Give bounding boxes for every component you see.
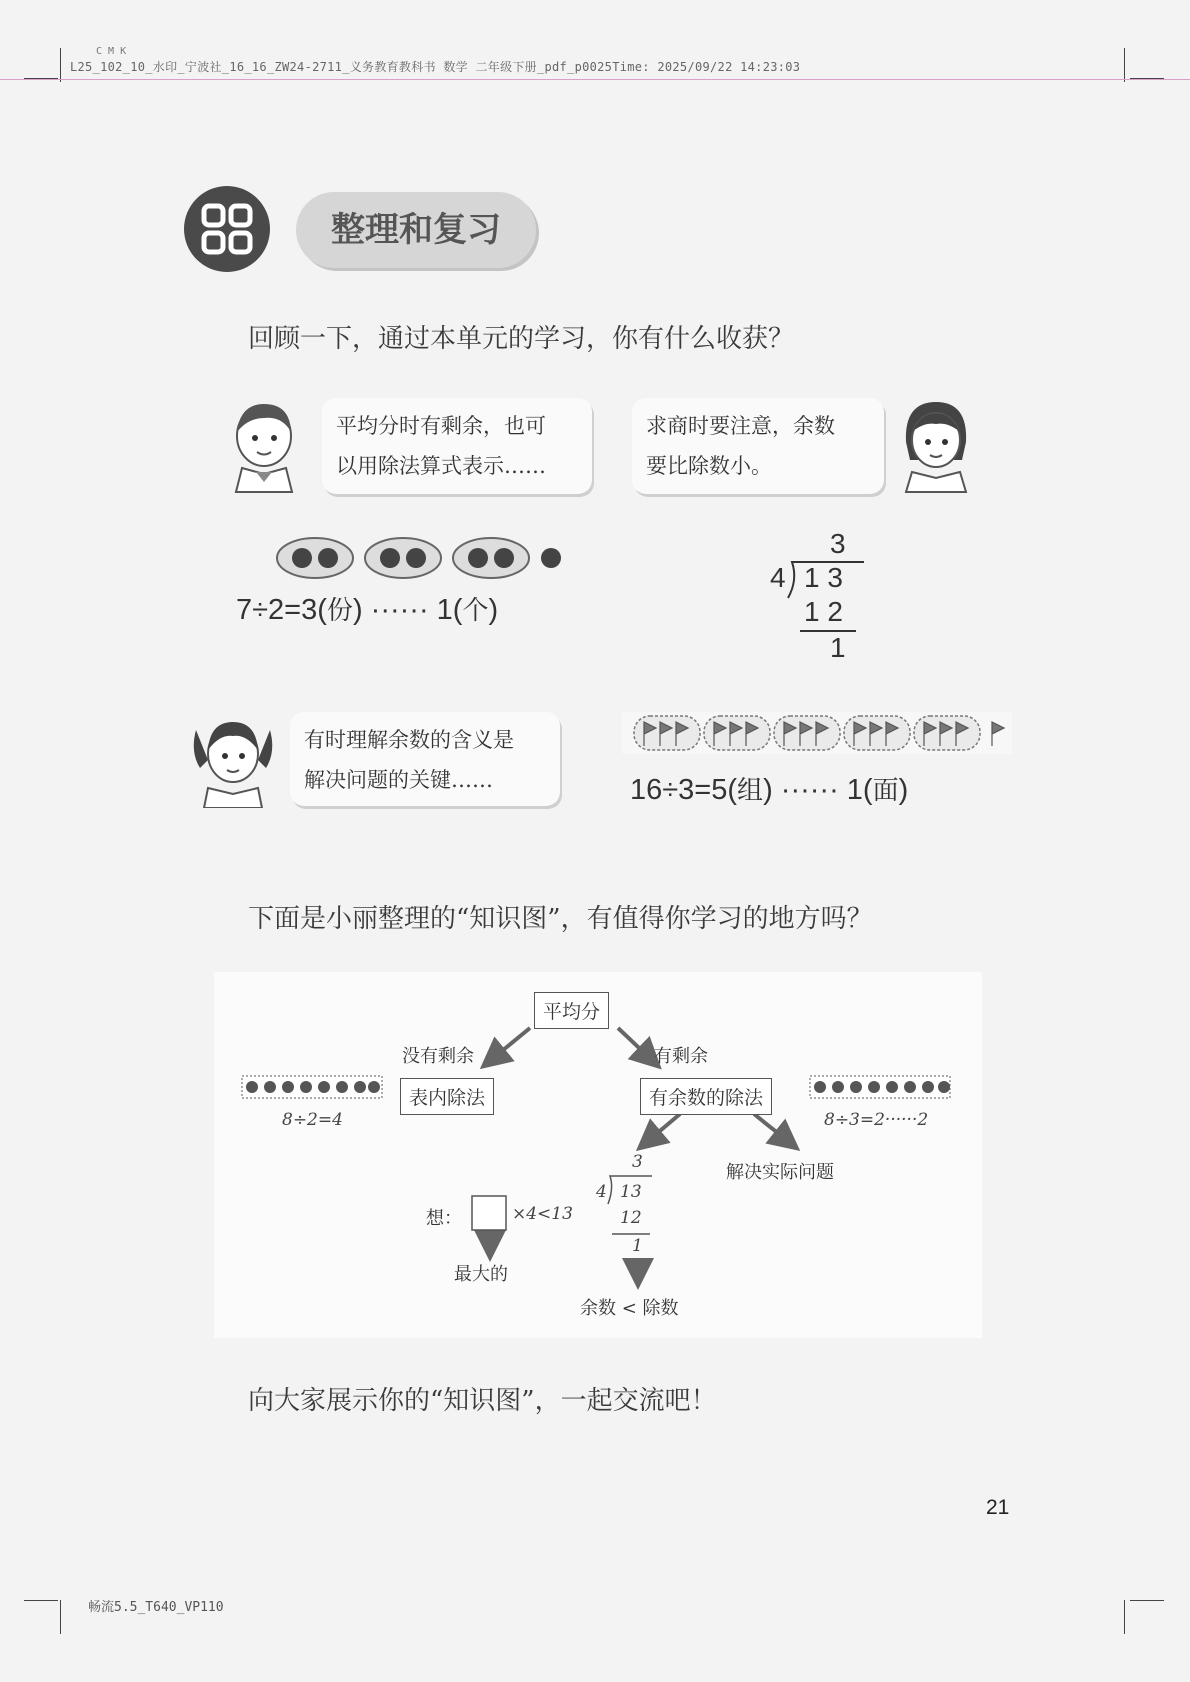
registration-line [0,79,1190,80]
long-division-example [770,528,880,668]
map-divisor: 4 [596,1182,607,1202]
edge-no-remainder: 没有剩余 [402,1046,474,1067]
flag-groups-illustration [622,712,1012,754]
max-label: 最大的 [454,1264,508,1285]
node-solve-real-problems: 解决实际问题 [726,1162,834,1183]
crop-mark [1130,1600,1164,1601]
closing-prompt: 向大家展示你的“知识图”，一起交流吧！ [248,1386,717,1416]
section-title: 整理和复习 [296,192,536,268]
map-dividend: 13 [620,1182,642,1202]
crop-mark [1124,48,1125,82]
equation-part: ······ 1 [780,774,863,806]
think-label: 想： [426,1208,462,1229]
edge-with-remainder: 有剩余 [654,1046,708,1067]
equation-with-remainder: 8÷3=2······2 [824,1110,929,1130]
unit-label: 个 [462,596,489,626]
division-equation-2: 16÷3=5(组) ······ 1(面) [630,774,909,806]
dot-groups-illustration [272,534,572,584]
think-expression: ×4<13 [512,1204,573,1224]
equation-part: 16÷3=5 [630,774,728,806]
print-color-marks: C M K [96,46,127,57]
bubble-line: 解决问题的关键…… [304,768,493,792]
bubble-line: 求商时要注意，余数 [646,414,835,438]
print-footer: 畅流5.5_T640_VP110 [88,1600,224,1615]
equation-part: 7÷2=3 [236,594,318,626]
girl-illustration [898,398,974,494]
product: 1 2 [804,596,843,627]
map-quotient: 3 [632,1152,643,1172]
equation-no-remainder: 8÷2=4 [282,1110,343,1130]
division-equation-1: 7÷2=3(份) ······ 1(个) [236,594,499,626]
node-times-table-division: 表内除法 [400,1078,494,1115]
print-file-info: L25_102_10_水印_宁波社_16_16_ZW24-2711_义务教育教科书 数学 二年级下册_pdf_p0025Time: 2025/09/22 14:23:03 [70,60,801,74]
equation-part: ······ 1 [370,594,453,626]
crop-mark [60,1600,61,1634]
crop-mark [24,1600,58,1601]
unit-label: 面 [872,776,899,806]
boy-illustration [226,398,302,494]
crop-mark [1124,1600,1125,1634]
divisor: 4 [770,562,786,593]
map-product: 12 [620,1208,642,1228]
reflection-question: 回顾一下，通过本单元的学习，你有什么收获？ [248,324,795,354]
bubble-line: 有时理解余数的含义是 [304,728,514,752]
knowledge-map-question: 下面是小丽整理的“知识图”，有值得你学习的地方吗？ [248,904,873,934]
remainder: 1 [830,632,846,663]
map-remainder: 1 [632,1236,643,1256]
bubble-line: 以用除法算式表示…… [336,454,546,478]
page-number: 21 [986,1496,1010,1519]
girl-pigtails-illustration [190,712,276,808]
division-rule [800,630,856,632]
dividend: 1 3 [804,562,843,593]
node-average-division: 平均分 [534,992,609,1029]
bubble-line: 要比除数小。 [646,454,772,478]
unit-label: 组 [737,776,764,806]
remainder-rule: 余数 < 除数 [580,1298,679,1319]
girl-speech-bubble [632,398,884,494]
girl-pigtails-speech-bubble [290,712,560,806]
unit-label: 份 [326,596,353,626]
boy-speech-bubble [322,398,592,494]
crop-mark [60,48,61,82]
review-icon [184,186,270,272]
bubble-line: 平均分时有剩余，也可 [336,414,546,438]
node-division-with-remainder: 有余数的除法 [640,1078,772,1115]
knowledge-map [214,972,982,1338]
quotient: 3 [830,528,846,559]
